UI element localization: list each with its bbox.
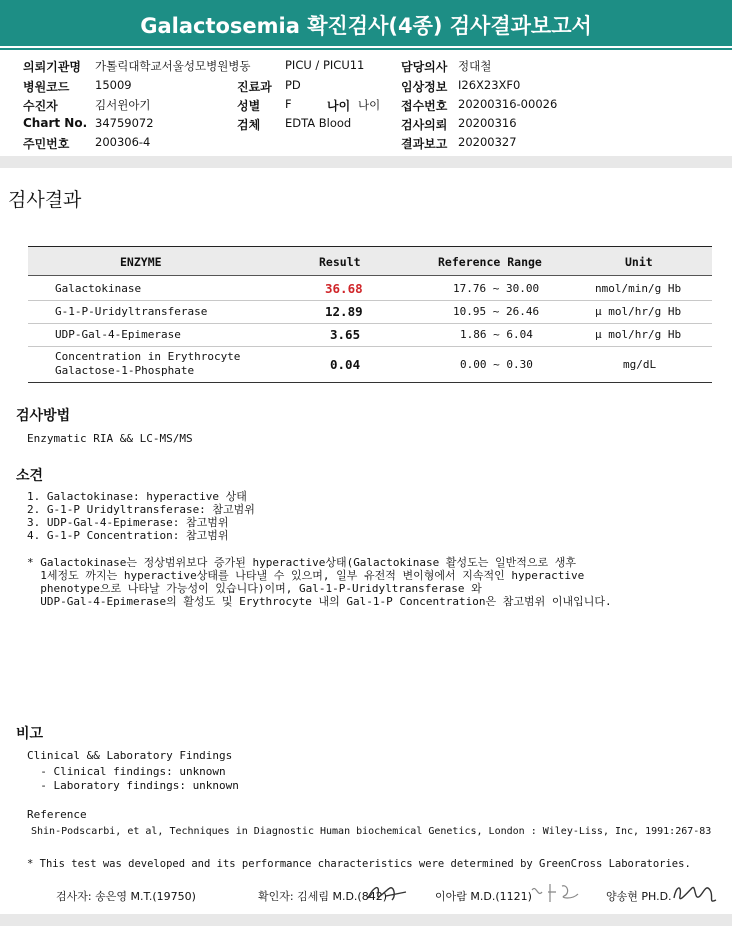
label-specimen: 검체 xyxy=(237,118,261,132)
label-institution: 의뢰기관명 xyxy=(23,60,81,74)
cell-enzyme: UDP-Gal-4-Epimerase xyxy=(55,328,181,341)
cell-unit: mg/dL xyxy=(623,358,657,371)
label-resident-no: 주민번호 xyxy=(23,137,70,151)
cell-enzyme-line2: Galactose-1-Phosphate xyxy=(55,364,195,377)
cell-enzyme: Galactokinase xyxy=(55,282,142,295)
signature-checker: 확인자: 김세림 M.D.(842) xyxy=(258,890,387,903)
col-result: Result xyxy=(319,255,361,269)
label-department: 진료과 xyxy=(237,80,272,94)
label-hospital-code: 병원코드 xyxy=(23,80,70,94)
handwritten-signature-checker xyxy=(366,880,410,906)
findings-title: 소견 xyxy=(16,468,44,484)
label-age: 나이 xyxy=(327,99,351,113)
cell-range: 1.86 ~ 6.04 xyxy=(460,328,533,341)
signature-doctor3: 양송현 PH.D. xyxy=(606,890,672,903)
value-accession: 20200316-00026 xyxy=(458,97,558,111)
value-institution: 가톨릭대학교서울성모병원병동 xyxy=(95,59,251,73)
report-title: Galactosemia 확진검사(4종) 검사결과보고서 xyxy=(140,14,592,38)
signature-tester: 검사자: 송은영 M.T.(19750) xyxy=(56,890,196,903)
label-accession: 접수번호 xyxy=(401,99,448,113)
value-age: 나이 xyxy=(358,98,381,112)
reference-text: Shin-Podscarbi, et al, Techniques in Diagnostic Human biochemical Genetics, London : Wiley-Liss, Inc, 1991:267-83 xyxy=(31,826,712,837)
finding-comment-line: * Galactokinase는 정상범위보다 증가된 hyperactive상태(Galactokinase 활성도는 일반적으로 생후 xyxy=(27,556,577,569)
finding-item: 4. G-1-P Concentration: 참고범위 xyxy=(27,529,229,542)
cell-enzyme: G-1-P-Uridyltransferase xyxy=(55,305,208,318)
remarks-line: - Laboratory findings: unknown xyxy=(27,779,239,792)
method-text: Enzymatic RIA && LC-MS/MS xyxy=(27,432,193,445)
cell-result: 3.65 xyxy=(330,327,361,342)
label-sex: 성별 xyxy=(237,99,261,113)
table-bottom-border xyxy=(28,382,712,383)
value-doctor: 정대철 xyxy=(458,59,492,73)
section-divider xyxy=(0,156,732,168)
label-patient: 수진자 xyxy=(23,99,58,113)
cell-result-flagged: 36.68 xyxy=(325,281,363,296)
finding-item: 3. UDP-Gal-4-Epimerase: 참고범위 xyxy=(27,516,229,529)
table-header xyxy=(28,247,712,275)
value-clinical-info: I26X23XF0 xyxy=(458,78,521,92)
handwritten-signature-doctor3 xyxy=(670,878,720,908)
value-ward: PICU / PICU11 xyxy=(285,58,365,72)
remarks-title: 비고 xyxy=(16,726,44,742)
remarks-line: Clinical && Laboratory Findings xyxy=(27,749,233,762)
finding-comment-line: phenotype으로 나타날 가능성이 있습니다)이며, Gal-1-P-Uridyltransferase 와 xyxy=(27,582,482,595)
finding-comment-line: UDP-Gal-4-Epimerase의 활성도 및 Erythrocyte 내의 Gal-1-P Concentration은 참고범위 이내입니다. xyxy=(27,595,612,608)
cell-range: 0.00 ~ 0.30 xyxy=(460,358,533,371)
table-header-border xyxy=(28,275,712,276)
method-title: 검사방법 xyxy=(16,408,71,424)
finding-comment-line: 1세정도 까지는 hyperactive상태를 나타낼 수 있으며, 일부 유전적 변이형에서 지속적인 hyperactive xyxy=(27,569,585,582)
col-enzyme: ENZYME xyxy=(120,255,162,269)
value-chart-no: 34759072 xyxy=(95,116,154,130)
value-resident-no: 200306-4 xyxy=(95,135,151,149)
report-header xyxy=(0,0,732,46)
col-unit: Unit xyxy=(625,255,653,269)
cell-unit: nmol/min/g Hb xyxy=(595,282,682,295)
label-report-date: 결과보고 xyxy=(401,137,448,151)
disclaimer-text: * This test was developed and its performance characteristics were determined by GreenCross Laboratories. xyxy=(27,858,691,870)
cell-range: 10.95 ~ 26.46 xyxy=(453,305,540,318)
cell-enzyme: Concentration in Erythrocyte xyxy=(55,350,241,363)
value-sex: F xyxy=(285,97,292,111)
cell-range: 17.76 ~ 30.00 xyxy=(453,282,540,295)
value-hospital-code: 15009 xyxy=(95,78,132,92)
value-department: PD xyxy=(285,78,301,92)
reference-label: Reference xyxy=(27,808,87,821)
patient-info xyxy=(0,52,732,154)
header-divider xyxy=(0,48,732,50)
cell-unit: μ mol/hr/g Hb xyxy=(595,305,682,318)
remarks-line: - Clinical findings: unknown xyxy=(27,765,226,778)
cell-result: 0.04 xyxy=(330,357,361,372)
cell-unit: μ mol/hr/g Hb xyxy=(595,328,682,341)
row-divider xyxy=(28,323,712,324)
value-patient: 김서윈아기 xyxy=(95,98,151,112)
label-chart-no: Chart No. xyxy=(23,116,88,130)
value-request-date: 20200316 xyxy=(458,116,517,130)
finding-item: 2. G-1-P Uridyltransferase: 참고범위 xyxy=(27,503,255,516)
value-specimen: EDTA Blood xyxy=(285,116,352,130)
handwritten-signature-doctor2 xyxy=(528,880,586,906)
label-request-date: 검사의뢰 xyxy=(401,118,448,132)
signature-doctor2: 이아람 M.D.(1121) xyxy=(435,890,532,903)
cell-result: 12.89 xyxy=(325,304,363,319)
footer-band xyxy=(0,914,732,926)
row-divider xyxy=(28,346,712,347)
label-doctor: 담당의사 xyxy=(401,60,448,74)
row-divider xyxy=(28,300,712,301)
col-range: Reference Range xyxy=(438,255,542,269)
value-report-date: 20200327 xyxy=(458,135,517,149)
finding-item: 1. Galactokinase: hyperactive 상태 xyxy=(27,490,247,503)
results-title: 검사결과 xyxy=(8,189,82,211)
label-clinical-info: 임상정보 xyxy=(401,80,448,94)
